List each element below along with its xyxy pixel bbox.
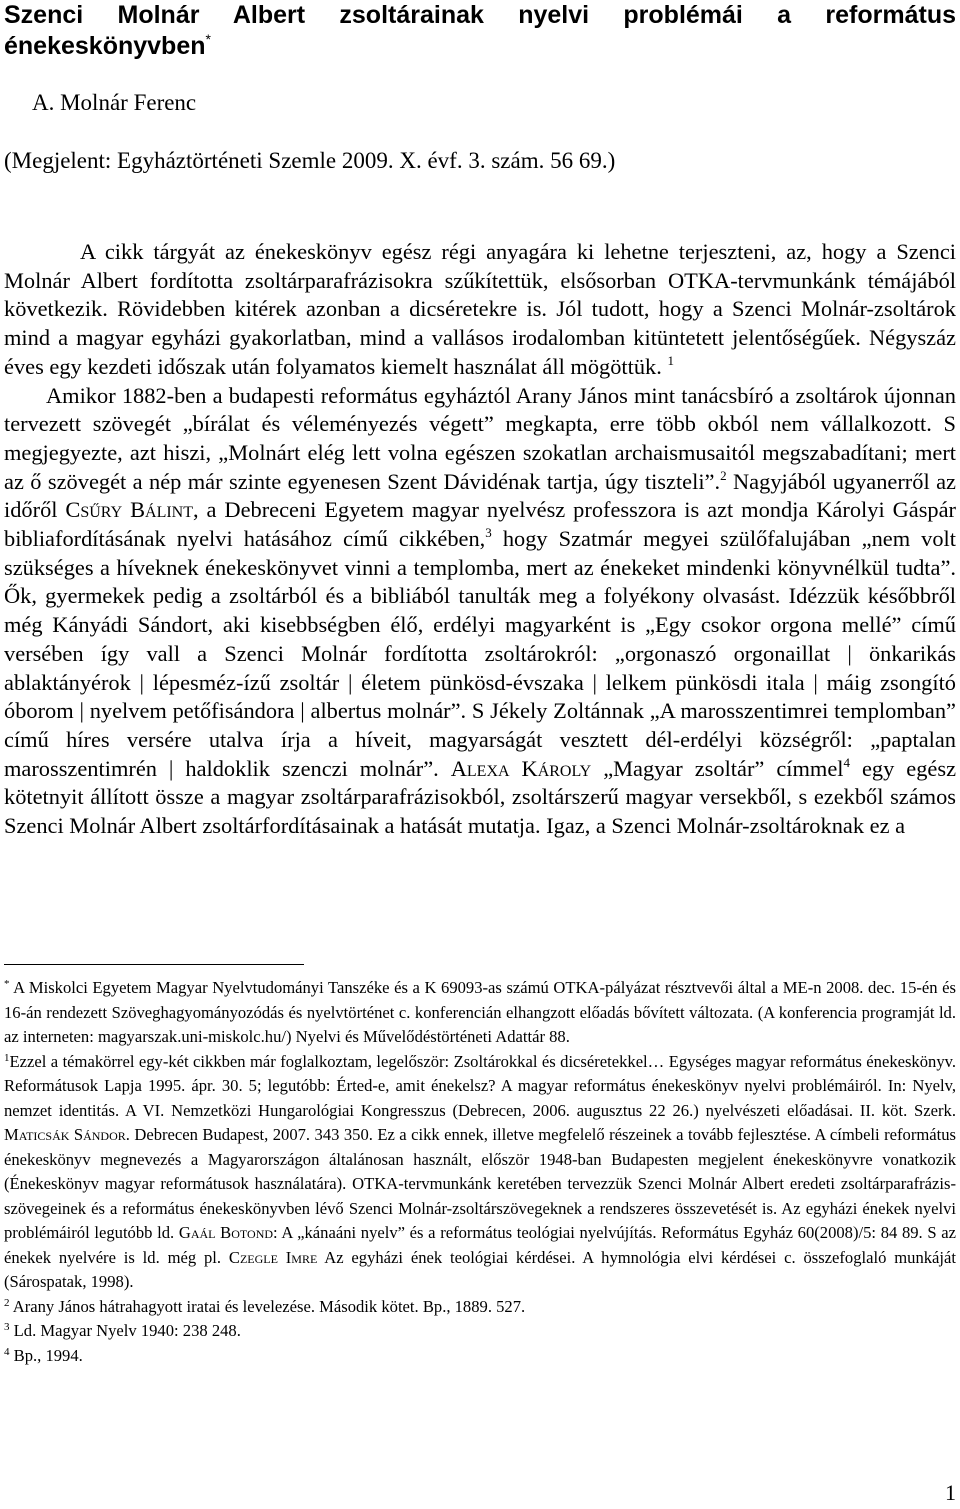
footnote-star bbox=[4, 976, 956, 1050]
article-body bbox=[4, 238, 956, 841]
paragraph-2-text-d: , a Debreceni Egyetem magyar nyelvész professzora is azt mondja Károlyi Gáspár bibliafordításának nyelvi hatásához című cikkében, bbox=[4, 497, 957, 552]
footnote-3-text: Ld. Magyar Nyelv 1940: 238 248. bbox=[9, 1321, 241, 1340]
footnotes bbox=[4, 976, 956, 1368]
page-number: 1 bbox=[945, 1480, 956, 1505]
title-text: Szenci Molnár Albert zsoltárainak nyelvi problémái a református énekeskönyvben bbox=[4, 1, 956, 60]
footnote-2-mark: 2 bbox=[4, 1296, 10, 1309]
paragraph-2-text-h: egy egész kötetnyit állított össze a magyar zsoltárparafrázisokból, zsoltárszerű magyar versekből, s ezekből számos Szenci Molnár Albert zsoltárfordításainak a hatását mutatja. Igaz, a Szenci Molnár-zsoltároknak ez a bbox=[4, 755, 957, 839]
footnote-ref-1: 1 bbox=[667, 352, 674, 368]
paragraph-2-text-c: Nagyjából ugyanerről az időről bbox=[4, 468, 956, 523]
article-title bbox=[4, 0, 956, 62]
footnote-3 bbox=[4, 1319, 956, 1344]
footnote-ref-3: 3 bbox=[485, 525, 492, 541]
footnote-1-text-b: . Debrecen Budapest, 2007. 343 350. Ez a cikk ennek, illetve megfelelő részeinek a tovább fejlesztése. A címbeli református énekeskönyv megnevezés a Magyarországon általánosan használt, először 1948-ban Budapesten megjelent énekeskönyvre vonatkozik (Énekeskönyv magyar reformátusok használatára). OTKA-tervmunkánk keretében tervezzük Szenci Molnár Albert eredeti zsoltárparafrázis-szövegeinek és a református énekeskönyvben lévő Szenci Molnár-zsoltárszövegeknek a rendszeres összevetését is. Az egyházi énekek nyelvi problémáiról legutóbb ld. bbox=[4, 1125, 956, 1242]
paragraph-1 bbox=[4, 238, 956, 382]
author-name-alexa: Alexa Károly bbox=[450, 755, 592, 781]
title-footnote-mark: * bbox=[205, 31, 211, 47]
author-name-csury: Csűry Bálint bbox=[65, 497, 194, 523]
footnote-1-text-c: : A „kánaáni nyelv” és a református teológiai nyelvújítás. Református Egyház 60(2008)/5: 84 89. S az énekek nyelvére is ld. még pl. bbox=[4, 1223, 957, 1267]
paragraph-2-text-f: Idézzük későbbről még Kányádi Sándort, aki kisebbségben élő, erdélyi magyarként is „Egy csokor orgona mellé” című versében így vall a Szenci Molnár fordította zsoltárokról: „orgonaszó orgonaillat | önkarikás ablaktányérok | lépesméz-ízű zsoltár | életem pünkösd-évszaka | lelkem pünkösdi itala | máig zsongító óborom | nyelvem petőfisándora | albertus molnár”. S Jékely Zoltánnak „A marosszentimrei templomban” című híres versére utalva írja a hívеit, magyarságát vesztett dél-erdélyi községről: „paptalan marosszentimrén | haldoklik szenczi molnár”. bbox=[4, 583, 956, 781]
paragraph-2-text-b: S megjegyezte, azt hiszi, „Molnárt elég lett volna egészen szokatlan archaismusaitól megszabadítani; mert az ő szövegét a nép már szinte egyenesen Szent Dávidénak tartja, úgy tiszteli”. bbox=[4, 411, 956, 494]
footnote-separator bbox=[4, 964, 304, 965]
paragraph-2-text-e: hogy Szatmár megyei szülőfalujában „nem volt szükséges a híveknek énekeskönyvet vinni a templomba, mert az énekeket mindenki könyvnélkül tudta”. Ők, gyermekek pedig a zsoltárból és a bibliából tanulták meg a folyékony olvasást. bbox=[4, 526, 957, 609]
footnote-star-mark: * bbox=[4, 978, 10, 990]
footnote-star-text: A Miskolci Egyetem Magyar Nyelvtudományi Tanszéke és a K 69093-as számú OTKA-pályázat résztvevői által a ME-n 2008. dec. 15-én és 16-án rendezett Szöveghagyományozódás és nyelvtörténet c. konferencián elhangzott előadás bővített változata. (A konferencia programját ld. az interneten: magyarszak.uni-miskolc.hu/) Nyelvi és Művelődéstörténeti Adattár 88. bbox=[4, 978, 956, 1046]
paragraph-1-text: A cikk tárgyát az énekeskönyv egész régi anyagára ki lehetne terjeszteni, az, hogy a Szenci Molnár Albert fordította zsoltárparafrázisokra szűkítettük, elsősorban OTKA-tervmunkánk témájából következik. Rövidebben kitérek azonban a dicséretekre is. Jól tudott, hogy a Szenci Molnár-zsoltárok mind a magyar egyházi gyakorlatban, mind a vallásos irodalomban kitüntetett jelentőségűek. Négyszáz éves egy kezdeti időszak után folyamatos kiemelt használat áll mögöttük. bbox=[4, 239, 956, 379]
footnote-1 bbox=[4, 1050, 956, 1295]
footnote-4-text: Bp., 1994. bbox=[9, 1345, 83, 1365]
paragraph-2 bbox=[4, 382, 956, 841]
author-name-maticsak: Maticsák Sándor bbox=[4, 1125, 126, 1144]
publication-info: (Megjelent: Egyháztörténeti Szemle 2009. X. évf. 3. szám. 56 69.) bbox=[4, 148, 616, 173]
footnote-ref-2: 2 bbox=[720, 467, 727, 483]
footnote-2 bbox=[4, 1295, 956, 1320]
paragraph-2-text-g: „Magyar zsoltár” címmel bbox=[591, 755, 844, 781]
paragraph-2-text-a: Amikor 1882-ben a budapesti református egyháztól Arany János mint tanácsbíró a zsoltárok újonnan tervezett szövegét „bírálat és véleményezés végett” megkapta, erre több okból nem vállalkozott. bbox=[4, 382, 956, 437]
author-name-gaal: Gaál Botond bbox=[178, 1223, 274, 1242]
footnote-ref-4: 4 bbox=[843, 754, 850, 770]
footnote-1-mark: 1 bbox=[4, 1051, 10, 1064]
footnote-3-mark: 3 bbox=[4, 1321, 10, 1333]
author-name-czegle: Czegle Imre bbox=[228, 1247, 318, 1267]
footnote-2-text: Arany János hátrahagyott iratai és levelezése. Második kötet. Bp., 1889. 527. bbox=[9, 1296, 526, 1316]
author-line: A. Molnár Ferenc bbox=[32, 90, 197, 115]
footnote-1-text-a: Ezzel a témakörrel egy-két cikkben már foglalkoztam, legelőször: Zsoltárokkal és dicséretekkel… Egységes magyar református énekeskönyv. Reformátusok Lapja 1995. ápr. 30. 5; legutóbb: Érted-e, amit énekelsz? A magyar református énekeskönyv nyelvi problémáiról. In: Nyelv, nemzet identitás. A VI. Nemzetközi Hungarológiai Kongresszus (Debrecen, 2006. augusztus 22 26.) nyelvészeti előadásai. II. köt. Szerk. bbox=[4, 1051, 956, 1120]
footnote-1-text-d: Az egyházi ének teológiai kérdései. A hymnológia elvi kérdései c. összefoglaló munkáját (Sárospatak, 1998). bbox=[4, 1247, 956, 1291]
footnote-4 bbox=[4, 1344, 956, 1369]
footnote-4-mark: 4 bbox=[4, 1345, 10, 1358]
